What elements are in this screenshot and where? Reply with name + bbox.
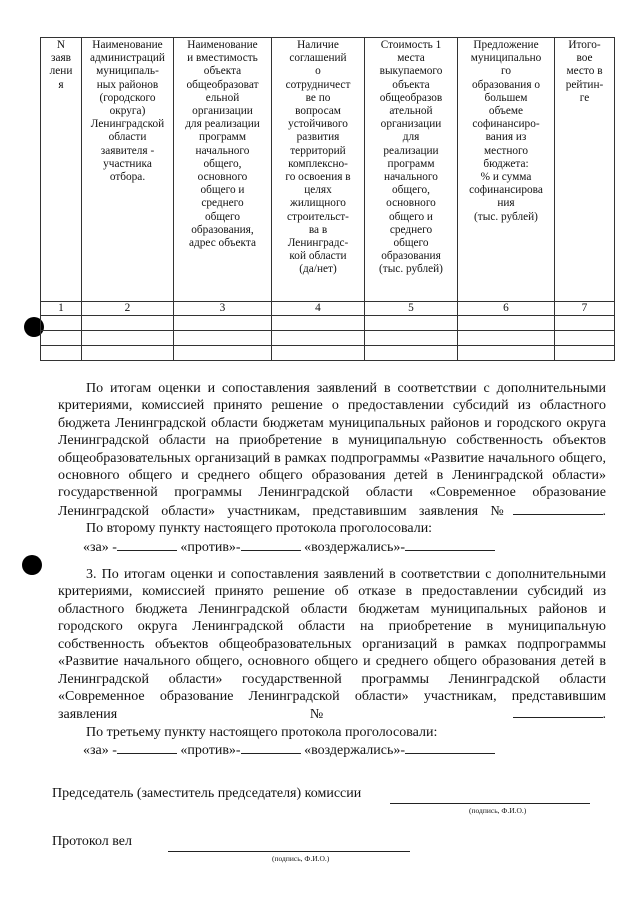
chairman-signature-caption: (подпись, Ф.И.О.) <box>469 806 527 815</box>
column-number: 7 <box>555 302 615 316</box>
vote-against-label: «против»- <box>180 539 241 555</box>
section-3-vote-line <box>58 741 606 759</box>
chairman-signature-label: Председатель (заместитель председателя) комиссии <box>52 786 362 801</box>
protocol-keeper-label: Протокол вел <box>52 834 132 849</box>
vote-blank <box>241 538 301 551</box>
table-header-cell: Наличие соглашений о сотрудничест ве по вопросам устойчивого развития территорий комплексно- го освоения в целях жилищного строительст- ва в Ленинградс- кой области (да/нет) <box>272 38 365 302</box>
column-number: 2 <box>82 302 174 316</box>
table-row <box>41 346 615 361</box>
table-header-cell: Итого- вое место в рейтин- ге <box>555 38 615 302</box>
vote-against-label: «против»- <box>180 743 241 759</box>
spacer <box>58 556 606 566</box>
table-row <box>41 316 615 331</box>
table-header-cell: Стоимость 1 места выкупаемого объекта общеобразов ательной организации для реализации программ начального общего, основного общего и среднего общего образования (тыс. рублей) <box>365 38 458 302</box>
protocol-keeper-signature-line <box>168 851 410 852</box>
section-2-vote-line <box>58 538 606 556</box>
vote-blank <box>405 741 495 754</box>
section-2-paragraph: По итогам оценки и сопоставления заявлений в соответствии с дополнительными критериями, комиссией принято решение о предоставлении субсидий из областного бюджета Ленинградской области бюджетам муниципальных районов и городского округа Ленинградской области на приобретение в муниципальную собственность объектов общеобразовательных организаций в рамках подпрограммы «Развитие начального общего, основного общего и среднего общего образования детей в Ленинградской области» государственной программы Ленинградской области «Современное образование Ленинградской области» участникам, представившим заявления № . <box>58 381 606 519</box>
table-header-cell: Наименование и вместимость объекта общеобразоват ельной организации для реализации программ начального общего, основного общего и среднего общего образования, адрес объекта <box>174 38 272 302</box>
table-header-cell: Предложение муниципально го образования о большем объеме софинансиро- вания из местного бюджета: % и сумма софинансирова ния (тыс. рублей) <box>458 38 555 302</box>
column-number: 5 <box>365 302 458 316</box>
vote-blank <box>117 741 177 754</box>
section-2-text: По итогам оценки и сопоставления заявлений в соответствии с дополнительными критериями, комиссией принято решение о предоставлении субсидий из областного бюджета Ленинградской области бюджетам муниципальных районов и городского округа Ленинградской области на приобретение в муниципальную собственность объектов общеобразовательных организаций в рамках подпрограммы «Развитие начального общего, основного общего и среднего общего образования детей в Ленинградской области» государственной программы Ленинградской области «Современное образование Ленинградской области» участникам, представившим заявления № <box>58 381 606 519</box>
binder-hole-mark <box>22 555 42 575</box>
protocol-keeper-signature-caption: (подпись, Ф.И.О.) <box>272 854 330 863</box>
column-number: 6 <box>458 302 555 316</box>
vote-abstain-label: «воздержались»- <box>304 539 405 555</box>
table-header-cell: N заяв лени я <box>41 38 82 302</box>
section-3-paragraph: 3. По итогам оценки и сопоставления заявлений в соответствии с дополнительными критериями, комиссией принято решение об отказе в предоставлении субсидий из областного бюджета Ленинградской области бюджетам муниципальных районов и городского округа Ленинградской области на приобретение в муниципальную собственность объектов общеобразовательных организаций в рамках подпрограммы «Развитие начального общего, основного общего и среднего общего образования детей в Ленинградской области» государственной программы Ленинградской области «Современное образование Ленинградской области» участникам, представившим заявления № . <box>58 567 606 723</box>
section-3-vote-intro: По третьему пункту настоящего протокола проголосовали: <box>86 724 438 740</box>
vote-for-label: «за» - <box>83 539 117 555</box>
applications-rating-table <box>40 37 615 361</box>
chairman-signature-line <box>390 803 590 804</box>
vote-blank <box>405 538 495 551</box>
table-row <box>41 331 615 346</box>
vote-blank <box>241 741 301 754</box>
table-header-row <box>41 38 615 302</box>
vote-abstain-label: «воздержались»- <box>304 743 405 759</box>
vote-for-label: «за» - <box>83 743 117 759</box>
protocol-body <box>58 380 606 760</box>
column-number: 3 <box>174 302 272 316</box>
application-number-blank <box>513 705 603 718</box>
vote-blank <box>117 538 177 551</box>
column-number: 4 <box>272 302 365 316</box>
column-number: 1 <box>41 302 82 316</box>
application-number-blank <box>513 502 603 515</box>
table-column-number-row <box>41 302 615 316</box>
section-3-text: 3. По итогам оценки и сопоставления заявлений в соответствии с дополнительными критериями, комиссией принято решение об отказе в предоставлении субсидий из областного бюджета Ленинградской области бюджетам муниципальных районов и городского округа Ленинградской области на приобретение в муниципальную собственность объектов общеобразовательных организаций в рамках подпрограммы «Развитие начального общего, основного общего и среднего общего образования детей в Ленинградской области» государственной программы Ленинградской области «Современное образование Ленинградской области» участникам, представившим заявления № <box>58 567 606 723</box>
section-2-vote-intro: По второму пункту настоящего протокола проголосовали: <box>86 521 433 537</box>
table-header-cell: Наименование администраций муниципаль- ных районов (городского округа) Ленинградской области заявителя - участника отбора. <box>82 38 174 302</box>
